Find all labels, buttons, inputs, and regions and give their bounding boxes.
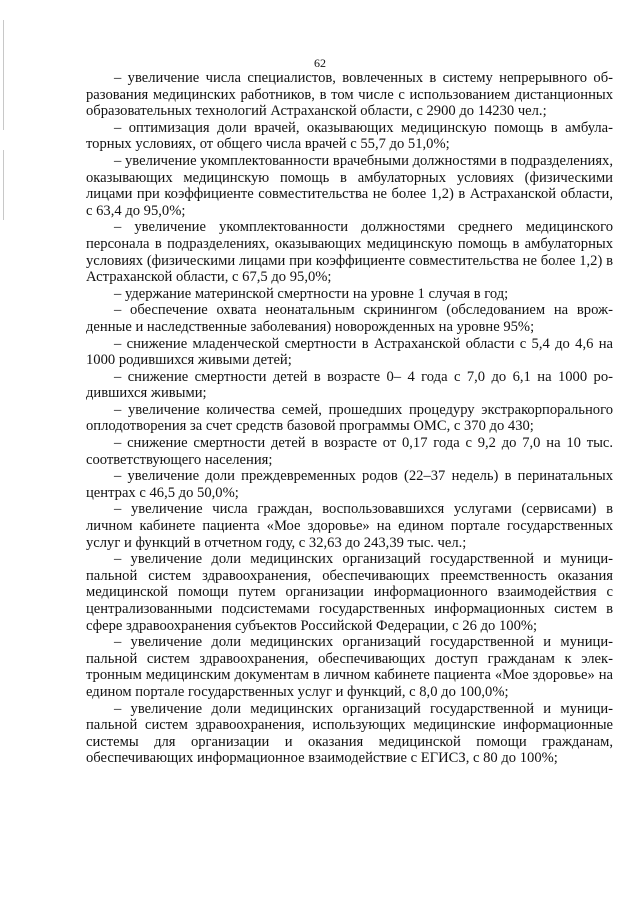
list-item: – увеличение доли медицинских организаций государственной и муниципальной систем здравоохранения, обеспечивающих доступ гражданам к электронным медицинским документам в личном кабинете пациента «Мое здоровье» на едином портале государственных услуг и функций, с 8,0 до 100,0%; bbox=[86, 634, 613, 700]
list-item: – увеличение доли медицинских организаций государственной и муниципальной систем здравоохранения, обеспечивающих преемственность оказания медицинской помощи путем организации информационного взаимодействия с централизованными подсистемами государственных информационных систем в сфере здравоохранения субъектов Российской Федерации, с 26 до 100%; bbox=[86, 551, 613, 634]
list-item: – снижение смертности детей в возрасте 0– 4 года с 7,0 до 6,1 на 1000 родившихся живыми; bbox=[86, 368, 613, 402]
list-item: – снижение младенческой смертности в Астраханской области с 5,4 до 4,6 на 1000 родившихся живыми детей; bbox=[86, 335, 613, 369]
page-number: 62 bbox=[314, 56, 326, 70]
list-item: – увеличение числа граждан, воспользовавшихся услугами (сервисами) в личном кабинете пациента «Мое здоровье» на едином портале государственных услуг и функций в отчетном году, с 32,63 до 243,39 тыс. чел.; bbox=[86, 501, 613, 551]
list-item: – увеличение укомплектованности должностями среднего медицинского персонала в подразделениях, оказывающих медицинскую помощь в амбулаторных условиях (физическими лицами при коэффициенте совместительства не более 1,2) в Астраханской области, с 67,5 до 95,0%; bbox=[86, 219, 613, 286]
document-body bbox=[86, 70, 613, 767]
list-item: – увеличение доли медицинских организаций государственной и муниципальной систем здравоохранения, использующих медицинские информационные системы для организации и оказания медицинской помощи гражданам, обеспечивающих информационное взаимодействие с ЕГИСЗ, с 80 до 100%; bbox=[86, 700, 613, 767]
scan-margin-mark bbox=[3, 20, 4, 130]
list-item: – увеличение числа специалистов, вовлеченных в систему непрерывного образования медицинских работников, в том числе с использованием дистанционных образовательных технологий Астраханской области, с 2900 до 14230 чел.; bbox=[86, 70, 613, 120]
list-item: – оптимизация доли врачей, оказывающих медицинскую помощь в амбулаторных условиях, от общего числа врачей с 55,7 до 51,0%; bbox=[86, 119, 613, 153]
list-item: – снижение смертности детей в возрасте от 0,17 года с 9,2 до 7,0 на 10 тыс. соответствующего населения; bbox=[86, 435, 613, 468]
list-item: – увеличение укомплектованности врачебными должностями в подразделениях, оказывающих медицинскую помощь в амбулаторных условиях (физическими лицами при коэффициенте совместительства не более 1,2) в Астраханской области, с 63,4 до 95,0%; bbox=[86, 152, 613, 219]
scan-margin-mark bbox=[3, 150, 4, 220]
list-item: – увеличение количества семей, прошедших процедуру экстракорпорального оплодотворения за счет средств базовой программы ОМС, с 370 до 430; bbox=[86, 401, 613, 435]
list-item: – удержание материнской смертности на уровне 1 случая в год; bbox=[114, 285, 509, 302]
list-item: – обеспечение охвата неонатальным скринингом (обследованием на врожденные и наследственные заболевания) новорожденных на уровне 95%; bbox=[86, 302, 613, 335]
list-item: – увеличение доли преждевременных родов (22–37 недель) в перинатальных центрах с 46,5 до 50,0%; bbox=[86, 468, 613, 501]
